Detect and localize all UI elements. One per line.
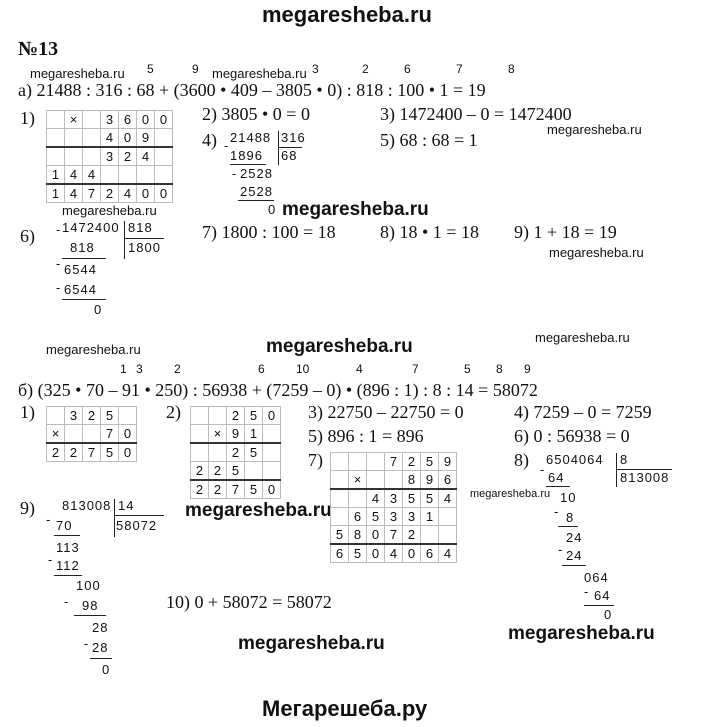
grid-cell bbox=[65, 425, 83, 444]
order-number: 6 bbox=[404, 62, 411, 76]
grid-cell bbox=[263, 462, 281, 481]
grid-cell bbox=[83, 111, 101, 129]
watermark: megaresheba.ru bbox=[266, 336, 413, 357]
order-number: 7 bbox=[456, 62, 463, 76]
watermark: megaresheba.ru bbox=[46, 342, 141, 357]
grid-cell: 0 bbox=[367, 526, 385, 545]
order-number: 6 bbox=[258, 362, 265, 376]
watermark: megaresheba.ru bbox=[470, 488, 551, 500]
division-line: 0 bbox=[94, 302, 103, 317]
grid-cell bbox=[47, 407, 65, 425]
dividend: 1472400 bbox=[62, 220, 120, 235]
division-line: 0 bbox=[268, 202, 277, 217]
grid-cell bbox=[155, 147, 173, 166]
grid-cell: 8 bbox=[403, 471, 421, 490]
division-line: 100 bbox=[76, 578, 101, 593]
division-line: 818 bbox=[70, 240, 95, 255]
grid-cell: 2 bbox=[65, 443, 83, 462]
watermark: megaresheba.ru bbox=[508, 623, 655, 644]
grid-cell: 4 bbox=[119, 184, 137, 203]
grid-cell bbox=[349, 489, 367, 508]
order-number: 10 bbox=[296, 362, 310, 376]
grid-cell bbox=[367, 471, 385, 490]
grid-cell bbox=[83, 147, 101, 166]
order-number: 2 bbox=[362, 62, 369, 76]
grid-cell bbox=[65, 147, 83, 166]
order-number: 9 bbox=[524, 362, 531, 376]
grid-cell bbox=[421, 526, 439, 545]
divisor: 316 bbox=[281, 130, 306, 145]
grid-cell bbox=[83, 425, 101, 444]
division-line: 112 bbox=[56, 558, 80, 573]
multiplication-grid bbox=[46, 110, 173, 203]
grid-cell: 7 bbox=[227, 480, 245, 499]
grid-cell: 3 bbox=[101, 147, 119, 166]
grid-cell bbox=[47, 147, 65, 166]
grid-cell: 4 bbox=[101, 129, 119, 148]
grid-cell bbox=[331, 471, 349, 490]
grid-cell bbox=[263, 443, 281, 462]
grid-cell: 0 bbox=[155, 111, 173, 129]
division-line: 70 bbox=[56, 518, 73, 533]
multiplication-grid bbox=[46, 406, 137, 462]
grid-cell: × bbox=[349, 471, 367, 490]
step-text: 3) 1472400 – 0 = 1472400 bbox=[380, 104, 572, 124]
grid-cell: 0 bbox=[403, 544, 421, 563]
grid-cell: 3 bbox=[385, 489, 403, 508]
division-line: 1896 bbox=[230, 148, 263, 163]
divisor: 818 bbox=[128, 220, 153, 235]
divisor: 8 bbox=[620, 452, 629, 467]
grid-cell: 7 bbox=[385, 453, 403, 471]
order-number: 8 bbox=[508, 62, 515, 76]
dividend: 813008 bbox=[62, 498, 112, 513]
watermark: megaresheba.ru bbox=[30, 66, 125, 81]
grid-cell bbox=[263, 425, 281, 444]
division-line: 2528 bbox=[240, 166, 273, 181]
grid-cell: 5 bbox=[403, 489, 421, 508]
step-text: 7) 1800 : 100 = 18 bbox=[202, 222, 336, 242]
order-number: 1 bbox=[120, 362, 127, 376]
division-line: 8 bbox=[566, 510, 575, 525]
step-text: 8) 18 • 1 = 18 bbox=[380, 222, 479, 242]
grid-cell bbox=[191, 407, 209, 425]
site-title: megaresheba.ru bbox=[262, 2, 432, 27]
expression-b: б) (325 • 70 – 91 • 250) : 56938 + (7259 – 0) • (896 : 1) : 8 : 14 = 58072 bbox=[18, 380, 538, 400]
division-line: 0 bbox=[604, 607, 613, 622]
grid-cell: 6 bbox=[331, 544, 349, 563]
grid-cell: 5 bbox=[245, 407, 263, 425]
multiplication-grid bbox=[190, 406, 281, 499]
grid-cell bbox=[331, 489, 349, 508]
grid-cell: 6 bbox=[439, 471, 457, 490]
grid-cell: 8 bbox=[349, 526, 367, 545]
division-line: 64 bbox=[548, 470, 565, 485]
grid-cell bbox=[331, 453, 349, 471]
grid-cell bbox=[47, 111, 65, 129]
grid-cell: 0 bbox=[119, 425, 137, 444]
divisor: 14 bbox=[118, 498, 135, 513]
grid-cell: 4 bbox=[65, 184, 83, 203]
grid-cell: 0 bbox=[119, 443, 137, 462]
division-line: 6544 bbox=[64, 282, 97, 297]
grid-cell: 9 bbox=[439, 453, 457, 471]
grid-cell: 2 bbox=[101, 184, 119, 203]
step-label: 2) bbox=[166, 402, 181, 422]
grid-cell: × bbox=[47, 425, 65, 444]
grid-cell bbox=[119, 166, 137, 185]
step-label: 4) bbox=[202, 130, 217, 150]
watermark: megaresheba.ru bbox=[535, 330, 630, 345]
grid-cell: × bbox=[209, 425, 227, 444]
grid-cell: 7 bbox=[101, 425, 119, 444]
problem-number: №13 bbox=[18, 38, 59, 60]
grid-cell: 9 bbox=[421, 471, 439, 490]
step-label: 6) bbox=[20, 226, 35, 246]
grid-cell: 7 bbox=[385, 526, 403, 545]
division-line: 0 bbox=[102, 662, 111, 677]
watermark: megaresheba.ru bbox=[212, 66, 307, 81]
step-label: 1) bbox=[20, 108, 35, 128]
grid-cell: 0 bbox=[263, 480, 281, 499]
division-line: 28 bbox=[92, 640, 109, 655]
grid-cell bbox=[155, 129, 173, 148]
grid-cell: 6 bbox=[349, 508, 367, 526]
order-number: 5 bbox=[147, 62, 154, 76]
grid-cell: 9 bbox=[227, 425, 245, 444]
grid-cell: 2 bbox=[191, 480, 209, 499]
division-line: 24 bbox=[566, 530, 583, 545]
grid-cell: 4 bbox=[367, 489, 385, 508]
step-label: 7) bbox=[308, 450, 323, 470]
grid-cell bbox=[137, 166, 155, 185]
grid-cell: 5 bbox=[331, 526, 349, 545]
grid-cell: 9 bbox=[137, 129, 155, 148]
step-text: 4) 7259 – 0 = 7259 bbox=[514, 402, 652, 422]
grid-cell: 5 bbox=[421, 489, 439, 508]
grid-cell: 3 bbox=[65, 407, 83, 425]
grid-cell: 5 bbox=[101, 443, 119, 462]
grid-cell: 4 bbox=[83, 166, 101, 185]
quotient: 1800 bbox=[128, 240, 161, 255]
grid-cell: 7 bbox=[83, 443, 101, 462]
division-line: 98 bbox=[82, 598, 99, 613]
grid-cell: 2 bbox=[227, 443, 245, 462]
grid-cell bbox=[439, 508, 457, 526]
grid-cell: 6 bbox=[421, 544, 439, 563]
division-line: 24 bbox=[566, 548, 583, 563]
grid-cell bbox=[155, 166, 173, 185]
grid-cell: 6 bbox=[119, 111, 137, 129]
grid-cell: 4 bbox=[65, 166, 83, 185]
grid-cell: 3 bbox=[385, 508, 403, 526]
grid-cell bbox=[245, 462, 263, 481]
grid-cell: 2 bbox=[209, 462, 227, 481]
grid-cell: 4 bbox=[137, 147, 155, 166]
grid-cell: 2 bbox=[47, 443, 65, 462]
step-label: 8) bbox=[514, 450, 529, 470]
grid-cell: 4 bbox=[439, 544, 457, 563]
grid-cell: 2 bbox=[227, 407, 245, 425]
grid-cell: 3 bbox=[101, 111, 119, 129]
grid-cell: 1 bbox=[421, 508, 439, 526]
grid-cell bbox=[349, 453, 367, 471]
grid-cell bbox=[439, 526, 457, 545]
step-label: 1) bbox=[20, 402, 35, 422]
order-number: 3 bbox=[136, 362, 143, 376]
grid-cell bbox=[83, 129, 101, 148]
step-label: 9) bbox=[20, 498, 35, 518]
multiplication-grid bbox=[330, 452, 457, 563]
grid-cell: 0 bbox=[119, 129, 137, 148]
grid-cell: 5 bbox=[101, 407, 119, 425]
grid-cell: 0 bbox=[137, 111, 155, 129]
grid-cell: 5 bbox=[227, 462, 245, 481]
grid-cell: 5 bbox=[245, 443, 263, 462]
grid-cell: 7 bbox=[83, 184, 101, 203]
grid-cell: 2 bbox=[83, 407, 101, 425]
grid-cell bbox=[65, 129, 83, 148]
watermark: megaresheba.ru bbox=[185, 500, 332, 521]
step-text: 5) 68 : 68 = 1 bbox=[380, 130, 478, 150]
grid-cell: 1 bbox=[47, 184, 65, 203]
grid-cell: 3 bbox=[403, 508, 421, 526]
order-number: 3 bbox=[312, 62, 319, 76]
division-line: 064 bbox=[584, 570, 609, 585]
grid-cell: 5 bbox=[245, 480, 263, 499]
grid-cell bbox=[385, 471, 403, 490]
grid-cell: 2 bbox=[209, 480, 227, 499]
expression-a: а) 21488 : 316 : 68 + (3600 • 409 – 3805 • 0) : 818 : 100 • 1 = 19 bbox=[18, 80, 486, 100]
footer-title: Мегарешеба.ру bbox=[262, 696, 428, 721]
grid-cell: 0 bbox=[367, 544, 385, 563]
grid-cell: 4 bbox=[385, 544, 403, 563]
grid-cell: 1 bbox=[47, 166, 65, 185]
division-line: 2528 bbox=[240, 184, 273, 199]
grid-cell bbox=[191, 425, 209, 444]
grid-cell: 1 bbox=[245, 425, 263, 444]
step-text: 5) 896 : 1 = 896 bbox=[308, 426, 424, 446]
grid-cell: 0 bbox=[263, 407, 281, 425]
grid-cell: 4 bbox=[439, 489, 457, 508]
order-number: 8 bbox=[496, 362, 503, 376]
division-line: 64 bbox=[594, 588, 611, 603]
quotient: 68 bbox=[281, 148, 298, 163]
watermark: megaresheba.ru bbox=[549, 245, 644, 260]
division-line: 28 bbox=[92, 620, 109, 635]
grid-cell bbox=[191, 443, 209, 462]
division-line: 113 bbox=[56, 540, 80, 555]
grid-cell: 0 bbox=[155, 184, 173, 203]
quotient: 813008 bbox=[620, 470, 670, 485]
grid-cell: 2 bbox=[403, 526, 421, 545]
dividend: 6504064 bbox=[546, 452, 604, 467]
step-text: 9) 1 + 18 = 19 bbox=[514, 222, 617, 242]
step-text: 10) 0 + 58072 = 58072 bbox=[166, 592, 332, 612]
division-line: 6544 bbox=[64, 262, 97, 277]
order-number: 7 bbox=[412, 362, 419, 376]
grid-cell bbox=[209, 443, 227, 462]
order-number: 9 bbox=[192, 62, 199, 76]
grid-cell: 2 bbox=[119, 147, 137, 166]
step-text: 3) 22750 – 22750 = 0 bbox=[308, 402, 464, 422]
watermark: megaresheba.ru bbox=[547, 122, 642, 137]
step-text: 6) 0 : 56938 = 0 bbox=[514, 426, 630, 446]
grid-cell: × bbox=[65, 111, 83, 129]
division-line: 10 bbox=[560, 490, 577, 505]
grid-cell: 2 bbox=[191, 462, 209, 481]
order-number: 2 bbox=[174, 362, 181, 376]
grid-cell bbox=[101, 166, 119, 185]
grid-cell: 0 bbox=[137, 184, 155, 203]
grid-cell bbox=[119, 407, 137, 425]
order-number: 4 bbox=[356, 362, 363, 376]
watermark: megaresheba.ru bbox=[62, 203, 157, 218]
dividend: 21488 bbox=[230, 130, 272, 145]
grid-cell: 5 bbox=[367, 508, 385, 526]
grid-cell bbox=[367, 453, 385, 471]
grid-cell: 2 bbox=[403, 453, 421, 471]
grid-cell bbox=[47, 129, 65, 148]
watermark: megaresheba.ru bbox=[238, 633, 385, 654]
grid-cell bbox=[331, 508, 349, 526]
quotient: 58072 bbox=[116, 518, 158, 533]
grid-cell: 5 bbox=[421, 453, 439, 471]
watermark: megaresheba.ru bbox=[282, 199, 429, 220]
order-number: 5 bbox=[464, 362, 471, 376]
grid-cell: 5 bbox=[349, 544, 367, 563]
step-text: 2) 3805 • 0 = 0 bbox=[202, 104, 310, 124]
grid-cell bbox=[209, 407, 227, 425]
